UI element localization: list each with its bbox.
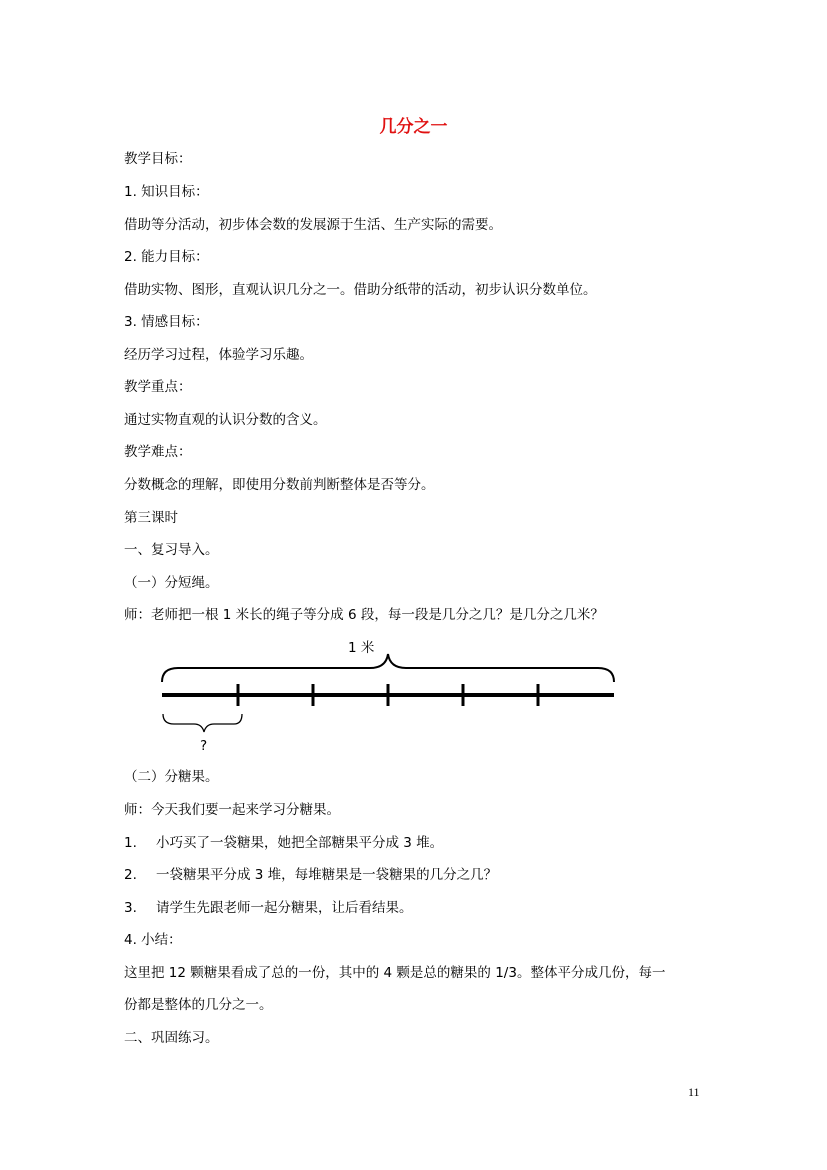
page-number: 11 (688, 1085, 700, 1099)
summary-line-1: 这里把 12 颗糖果看成了总的一份，其中的 4 颗是总的糖果的 1/3。整体平分成几份，每一 (124, 965, 666, 981)
section-1-heading: 一、复习导入。 (124, 542, 219, 558)
summary-line-2: 份都是整体的几分之一。 (124, 997, 273, 1013)
bottom-label: ? (200, 738, 208, 754)
list-item-number: 3. (124, 900, 137, 916)
goal1-text: 借助等分活动，初步体会数的发展源于生活、生产实际的需要。 (124, 217, 502, 233)
list-item-text: 一袋糖果平分成 3 堆，每堆糖果是一袋糖果的几分之几？ (156, 867, 498, 883)
subsection-2-heading: （二）分糖果。 (124, 769, 219, 785)
subsection-1-heading: （一）分短绳。 (124, 575, 219, 591)
section-2-heading: 二、巩固练习。 (124, 1030, 219, 1046)
list-item-text: 小巧买了一袋糖果，她把全部糖果平分成 3 堆。 (156, 835, 444, 851)
goal2-heading: 2. 能力目标： (124, 249, 209, 265)
teacher-statement-2: 师：今天我们要一起来学习分糖果。 (124, 802, 340, 818)
list-item-number: 1. (124, 835, 137, 851)
lesson-label: 第三课时 (124, 510, 178, 526)
difficulty-heading: 教学难点： (124, 444, 192, 460)
key-heading: 教学重点： (124, 379, 192, 395)
list-item-text: 请学生先跟老师一起分糖果，让后看结果。 (156, 900, 413, 916)
goal2-text: 借助实物、图形，直观认识几分之一。借助分纸带的活动，初步认识分数单位。 (124, 282, 597, 298)
difficulty-text: 分数概念的理解，即使用分数前判断整体是否等分。 (124, 477, 435, 493)
teacher-question-1: 师：老师把一根 1 米长的绳子等分成 6 段，每一段是几分之几？是几分之几米？ (124, 607, 604, 623)
bottom-brace (163, 714, 242, 732)
goal3-heading: 3. 情感目标： (124, 314, 209, 330)
goals-heading: 教学目标： (124, 151, 192, 167)
top-brace (162, 654, 614, 682)
key-text: 通过实物直观的认识分数的含义。 (124, 412, 327, 428)
goal1-heading: 1. 知识目标： (124, 184, 209, 200)
page-title: 几分之一 (379, 117, 448, 137)
summary-heading: 4. 小结： (124, 932, 182, 948)
rope-diagram (150, 636, 620, 756)
list-item-number: 2. (124, 867, 137, 883)
top-label: 1 米 (348, 640, 375, 656)
goal3-text: 经历学习过程，体验学习乐趣。 (124, 347, 313, 363)
